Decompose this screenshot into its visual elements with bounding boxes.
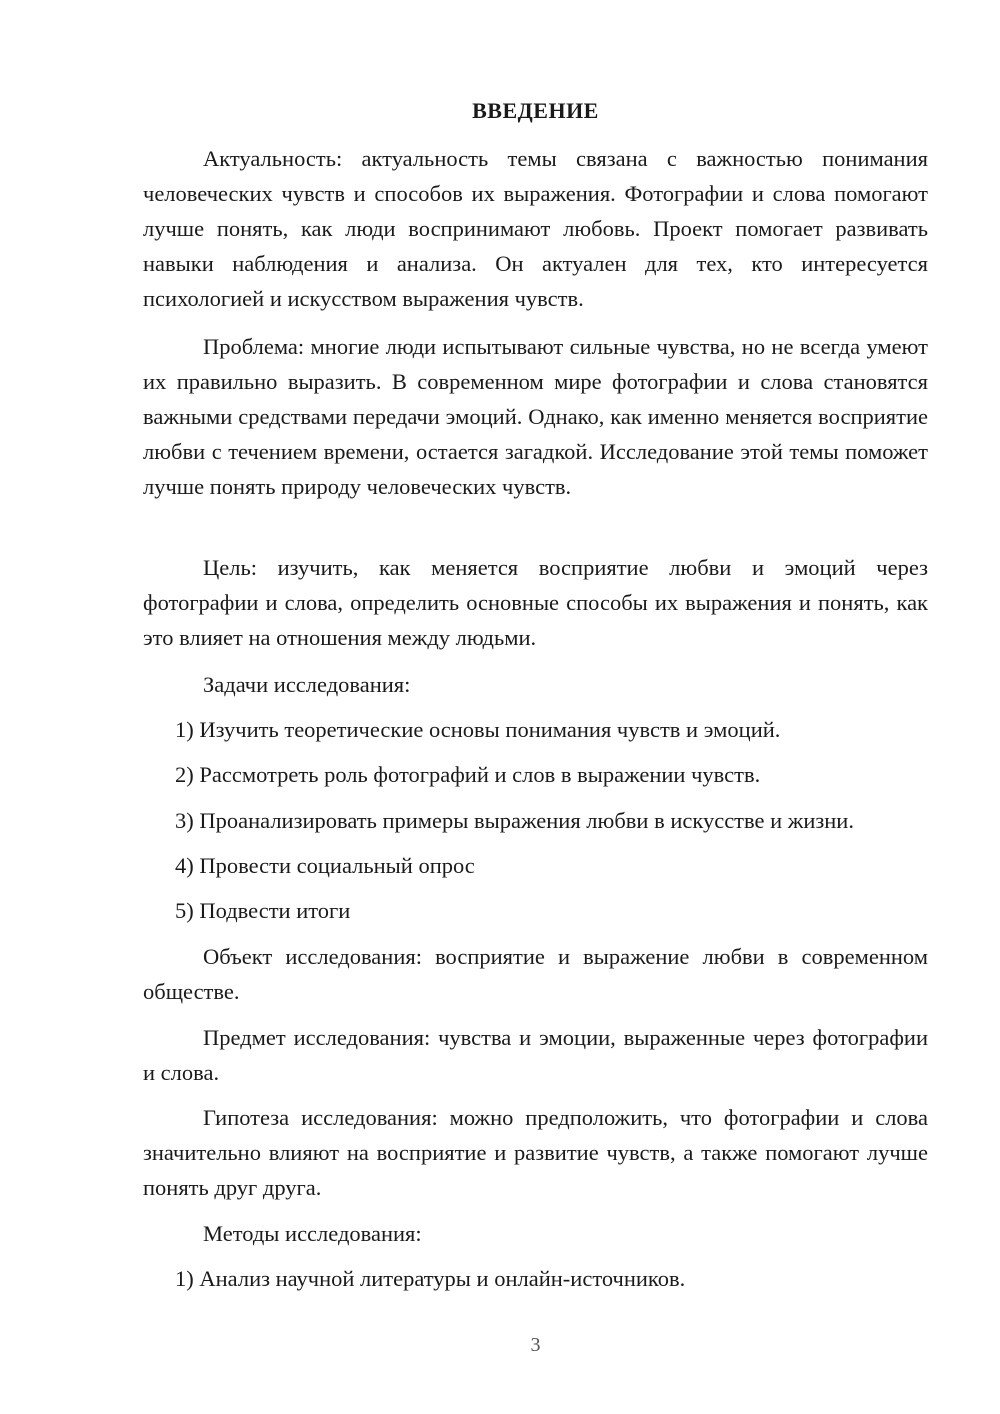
problem-paragraph: Проблема: многие люди испытывают сильные чувства, но не всегда умеют их правильно выразить. В современном мире фотографии и слова становятся важными средствами передачи эмоций. Однако, как именно меняется восприятие любви с течением времени, остается загадкой. Исследование этой темы поможет лучше понять природу человеческих чувств.: [143, 334, 928, 499]
task-item-3: 3) Проанализировать примеры выражения любви в искусстве и жизни.: [175, 808, 854, 833]
task-item-2: 2) Рассмотреть роль фотографий и слов в выражении чувств.: [175, 762, 761, 787]
subject-paragraph: Предмет исследования: чувства и эмоции, выраженные через фотографии и слова.: [143, 1025, 928, 1085]
task-item-4: 4) Провести социальный опрос: [175, 853, 475, 878]
hypothesis-paragraph: Гипотеза исследования: можно предположить, что фотографии и слова значительно влияют на восприятие и развитие чувств, а также помогают лучше понять друг друга.: [143, 1105, 928, 1200]
object-paragraph: Объект исследования: восприятие и выражение любви в современном обществе.: [143, 944, 928, 1004]
document-page: [143, 0, 928, 1414]
section-title: ВВЕДЕНИЕ: [472, 98, 599, 123]
goal-paragraph: Цель: изучить, как меняется восприятие любви и эмоций через фотографии и слова, определить основные способы их выражения и понять, как это влияет на отношения между людьми.: [143, 555, 928, 650]
methods-heading: Методы исследования:: [203, 1221, 422, 1246]
page-number: 3: [530, 1334, 541, 1356]
relevance-paragraph: Актуальность: актуальность темы связана с важностью понимания человеческих чувств и способов их выражения. Фотографии и слова помогают лучше понять, как люди воспринимают любовь. Проект помогает развивать навыки наблюдения и анализа. Он актуален для тех, кто интересуется психологией и искусством выражения чувств.: [143, 146, 928, 311]
tasks-heading: Задачи исследования:: [203, 672, 411, 697]
task-item-5: 5) Подвести итоги: [175, 898, 351, 923]
task-item-1: 1) Изучить теоретические основы понимания чувств и эмоций.: [175, 717, 781, 742]
method-item-1: 1) Анализ научной литературы и онлайн-источников.: [175, 1266, 686, 1291]
